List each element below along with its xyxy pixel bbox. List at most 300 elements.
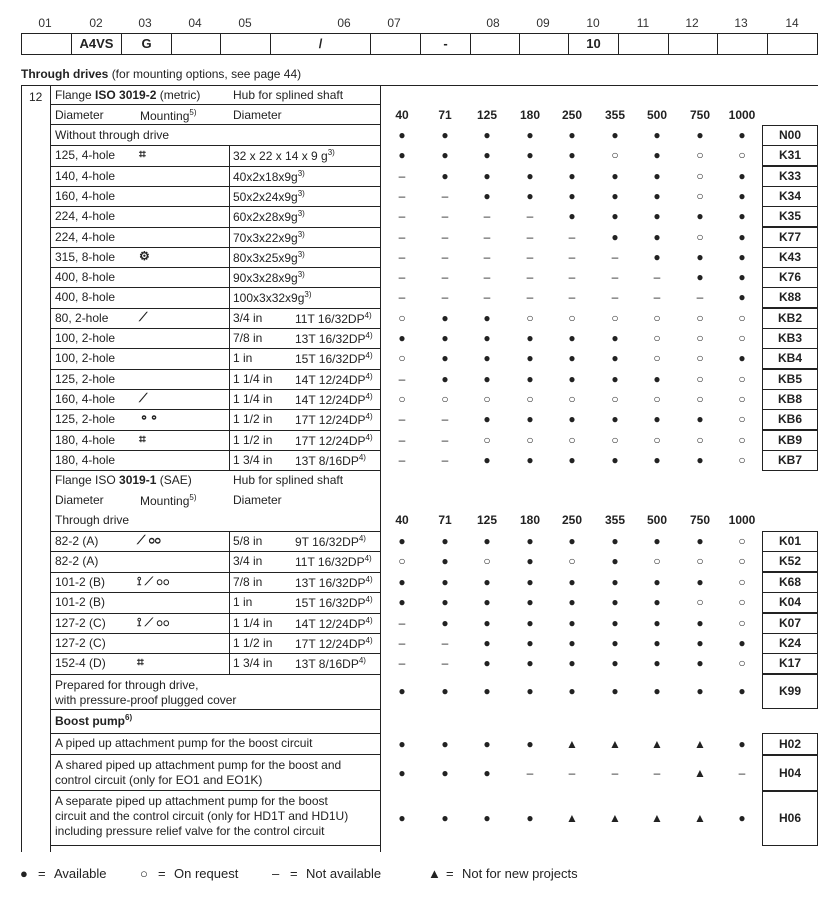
row-diameter: 80, 2-hole bbox=[55, 311, 109, 325]
availability-symbol: – bbox=[398, 189, 406, 203]
availability-symbol: – bbox=[568, 230, 576, 244]
availability-symbol: ● bbox=[696, 534, 704, 548]
availability-symbol: ● bbox=[526, 575, 534, 589]
legend-text: Available bbox=[54, 866, 107, 881]
row-divider bbox=[50, 470, 380, 471]
availability-symbol: – bbox=[441, 209, 449, 223]
size-column-header: 500 bbox=[646, 513, 668, 527]
row-hub-spline: 9T 16/32DP$^{4)}$ bbox=[295, 534, 366, 549]
ordering-code: KB6 bbox=[777, 412, 802, 426]
row-diameter: 127-2 (C) bbox=[55, 636, 106, 650]
row-diameter: 180, 4-hole bbox=[55, 433, 116, 447]
availability-symbol: ● bbox=[611, 453, 619, 467]
availability-symbol: ● bbox=[611, 534, 619, 548]
availability-symbol: – bbox=[441, 270, 449, 284]
ordering-code: K88 bbox=[778, 290, 801, 304]
boost-row-text: A separate piped up attachment pump for the boost bbox=[55, 794, 328, 808]
availability-symbol: ● bbox=[483, 575, 491, 589]
section-title: Through drives (for mounting options, see page 44) bbox=[21, 67, 302, 81]
row-divider bbox=[50, 613, 380, 614]
availability-symbol: ● bbox=[441, 554, 449, 568]
row-divider bbox=[50, 145, 380, 146]
availability-symbol: ● bbox=[568, 372, 576, 386]
order-code-box bbox=[767, 33, 818, 55]
hub-diameter-heading: Diameter bbox=[233, 108, 282, 122]
availability-symbol: ● bbox=[696, 575, 704, 589]
availability-symbol: ○ bbox=[738, 595, 746, 609]
row-diameter: 101-2 (B) bbox=[55, 575, 106, 589]
availability-symbol: – bbox=[441, 453, 449, 467]
availability-symbol: – bbox=[398, 616, 406, 630]
availability-symbol: ● bbox=[611, 636, 619, 650]
legend-equals: = bbox=[158, 866, 166, 881]
availability-symbol: ● bbox=[611, 412, 619, 426]
availability-symbol: ● bbox=[653, 230, 661, 244]
availability-symbol: ● bbox=[568, 331, 576, 345]
flange-suffix: (SAE) bbox=[156, 473, 192, 487]
row-hub-spline: 13T 8/16DP$^{4)}$ bbox=[295, 656, 366, 671]
availability-symbol: ○ bbox=[568, 311, 576, 325]
availability-symbol: ○ bbox=[568, 433, 576, 447]
legend-text: On request bbox=[174, 866, 239, 881]
availability-symbol: – bbox=[526, 230, 534, 244]
row-diameter: 160, 4-hole bbox=[55, 392, 116, 406]
hub-diameter-heading: Diameter bbox=[233, 493, 282, 507]
column-divider bbox=[229, 389, 230, 409]
availability-symbol: ○ bbox=[653, 554, 661, 568]
row-number: 12 bbox=[29, 90, 43, 104]
availability-symbol: ● bbox=[611, 575, 619, 589]
availability-symbol: ● bbox=[526, 636, 534, 650]
hub-footnote: 4) bbox=[358, 453, 366, 462]
availability-symbol: ● bbox=[441, 534, 449, 548]
ordering-code: K04 bbox=[778, 595, 801, 609]
order-position-number: 11 bbox=[636, 16, 650, 30]
availability-symbol: ● bbox=[738, 230, 746, 244]
row-hub: $50x2x24x9g^{3)}$ bbox=[233, 189, 305, 204]
availability-symbol: ● bbox=[398, 128, 406, 142]
order-position-number: 10 bbox=[586, 16, 600, 30]
column-divider bbox=[229, 613, 230, 633]
row-divider bbox=[50, 653, 380, 654]
availability-symbol: ○ bbox=[611, 148, 619, 162]
availability-symbol: ○ bbox=[696, 372, 704, 386]
availability-symbol: – bbox=[611, 290, 619, 304]
availability-symbol: ● bbox=[483, 595, 491, 609]
row-hub: 1 1/2 in bbox=[233, 433, 273, 447]
order-position-number: 02 bbox=[89, 16, 103, 30]
availability-symbol: ● bbox=[611, 554, 619, 568]
availability-symbol: ○ bbox=[738, 656, 746, 670]
availability-symbol: ○ bbox=[696, 148, 704, 162]
row-hub: $40x2x18x9g^{3)}$ bbox=[233, 169, 305, 184]
row-divider bbox=[50, 754, 380, 755]
availability-symbol: – bbox=[611, 270, 619, 284]
size-column-header: 1000 bbox=[728, 513, 756, 527]
row-diameter: 152-4 (D) bbox=[55, 656, 106, 670]
sae-flange-heading bbox=[55, 473, 192, 487]
hub-footnote: 4) bbox=[365, 616, 373, 625]
ordering-code: K31 bbox=[778, 148, 801, 162]
availability-symbol: ● bbox=[526, 554, 534, 568]
availability-symbol: ● bbox=[483, 616, 491, 630]
hub-footnote: 4) bbox=[364, 554, 372, 563]
availability-symbol: ● bbox=[398, 684, 406, 698]
availability-symbol: ● bbox=[483, 684, 491, 698]
row-hub-spline: 17T 12/24DP$^{4)}$ bbox=[295, 412, 373, 427]
size-column-header: 71 bbox=[438, 108, 452, 122]
row-hub: 1 in bbox=[233, 351, 253, 365]
availability-symbol: ● bbox=[526, 372, 534, 386]
availability-symbol: ● bbox=[653, 453, 661, 467]
availability-symbol: – bbox=[483, 270, 491, 284]
legend-equals: = bbox=[446, 866, 454, 881]
availability-symbol: ● bbox=[398, 811, 406, 825]
row-hub: 1 1/4 in bbox=[233, 616, 273, 630]
availability-symbol: ● bbox=[526, 148, 534, 162]
ordering-code: N00 bbox=[778, 128, 801, 142]
availability-symbol: ● bbox=[611, 189, 619, 203]
availability-symbol: ○ bbox=[696, 554, 704, 568]
hub-footnote: 3) bbox=[297, 189, 305, 198]
availability-symbol: – bbox=[526, 766, 534, 780]
order-position-number: 03 bbox=[138, 16, 152, 30]
availability-symbol: ● bbox=[611, 684, 619, 698]
legend-symbol: – bbox=[272, 866, 280, 881]
row-divider bbox=[50, 592, 380, 593]
ordering-code: K77 bbox=[778, 230, 801, 244]
availability-symbol: ● bbox=[653, 636, 661, 650]
order-code-box bbox=[220, 33, 271, 55]
ordering-code: KB2 bbox=[777, 311, 802, 325]
ordering-code: KB7 bbox=[777, 453, 802, 467]
boost-row-text: A shared piped up attachment pump for the boost and bbox=[55, 758, 342, 772]
column-divider bbox=[229, 328, 230, 348]
availability-symbol: ● bbox=[483, 128, 491, 142]
row-hub: 1 3/4 in bbox=[233, 453, 273, 467]
availability-symbol: ○ bbox=[738, 575, 746, 589]
column-divider bbox=[229, 186, 230, 206]
row-divider bbox=[50, 308, 380, 309]
mounting-footnote: 5) bbox=[189, 493, 197, 502]
column-divider bbox=[229, 430, 230, 450]
availability-symbol: ● bbox=[738, 684, 746, 698]
availability-symbol: ● bbox=[398, 766, 406, 780]
availability-symbol: ● bbox=[611, 595, 619, 609]
availability-symbol: ○ bbox=[441, 392, 449, 406]
availability-symbol: ● bbox=[441, 331, 449, 345]
availability-symbol: – bbox=[483, 250, 491, 264]
availability-symbol: ○ bbox=[398, 311, 406, 325]
availability-symbol: – bbox=[441, 412, 449, 426]
availability-symbol: ● bbox=[738, 290, 746, 304]
hub-footnote: 3) bbox=[297, 250, 305, 259]
ordering-code: K33 bbox=[778, 169, 801, 183]
availability-symbol: ○ bbox=[526, 392, 534, 406]
availability-symbol: ● bbox=[611, 169, 619, 183]
availability-symbol: ○ bbox=[696, 311, 704, 325]
ordering-code: K24 bbox=[778, 636, 801, 650]
size-column-header: 250 bbox=[561, 513, 583, 527]
size-column-header: 250 bbox=[561, 108, 583, 122]
order-code-box bbox=[717, 33, 768, 55]
ordering-code: K07 bbox=[778, 616, 801, 630]
availability-symbol: ○ bbox=[696, 230, 704, 244]
availability-symbol: ● bbox=[611, 372, 619, 386]
row-divider bbox=[50, 389, 380, 390]
availability-symbol: ● bbox=[526, 453, 534, 467]
availability-symbol: – bbox=[653, 270, 661, 284]
availability-symbol: ○ bbox=[398, 351, 406, 365]
column-divider bbox=[229, 572, 230, 592]
order-position-number: 06 bbox=[337, 16, 351, 30]
availability-symbol: – bbox=[398, 290, 406, 304]
column-divider bbox=[380, 85, 381, 852]
availability-symbol: ○ bbox=[696, 392, 704, 406]
availability-symbol: ● bbox=[483, 453, 491, 467]
legend-equals: = bbox=[38, 866, 46, 881]
flange-standard: 3019-1 bbox=[119, 473, 157, 487]
availability-symbol: ○ bbox=[738, 331, 746, 345]
boost-footnote: 6) bbox=[125, 713, 133, 722]
order-code-box bbox=[470, 33, 520, 55]
availability-symbol: – bbox=[398, 209, 406, 223]
availability-symbol: ● bbox=[483, 737, 491, 751]
availability-symbol: ● bbox=[653, 128, 661, 142]
column-divider bbox=[229, 409, 230, 430]
availability-symbol: ● bbox=[738, 209, 746, 223]
availability-symbol: ● bbox=[441, 148, 449, 162]
row-divider bbox=[50, 409, 380, 410]
column-divider bbox=[229, 206, 230, 227]
prepared-line2: with pressure-proof plugged cover bbox=[55, 693, 237, 707]
metric-flange-heading bbox=[55, 88, 200, 102]
availability-symbol: ● bbox=[653, 209, 661, 223]
row-hub: 1 1/4 in bbox=[233, 372, 273, 386]
row-diameter: 100, 2-hole bbox=[55, 331, 116, 345]
flange-suffix: (metric) bbox=[156, 88, 201, 102]
availability-symbol: ○ bbox=[696, 595, 704, 609]
hub-footnote: 4) bbox=[365, 351, 373, 360]
row-divider bbox=[50, 328, 380, 329]
column-divider bbox=[229, 369, 230, 389]
availability-symbol: ● bbox=[568, 128, 576, 142]
ordering-code: H06 bbox=[778, 811, 801, 825]
row-hub: $70x3x22x9g^{3)}$ bbox=[233, 230, 305, 245]
availability-symbol: ● bbox=[653, 616, 661, 630]
availability-symbol: ● bbox=[441, 737, 449, 751]
availability-symbol: ● bbox=[696, 128, 704, 142]
ordering-code: KB9 bbox=[777, 433, 802, 447]
ordering-code: KB4 bbox=[777, 351, 802, 365]
availability-symbol: ● bbox=[526, 656, 534, 670]
availability-symbol: ○ bbox=[398, 392, 406, 406]
availability-symbol: – bbox=[398, 230, 406, 244]
mounting-icon: ⟋ bbox=[139, 310, 148, 324]
availability-symbol: ● bbox=[568, 575, 576, 589]
ordering-code: K01 bbox=[778, 534, 801, 548]
availability-symbol: ○ bbox=[653, 433, 661, 447]
order-code-box: - bbox=[420, 33, 471, 55]
mounting-icon: ⟋ bbox=[139, 391, 148, 405]
mounting-icon: ⌗ bbox=[139, 432, 146, 446]
hub-footnote: 4) bbox=[365, 331, 373, 340]
legend-symbol: ○ bbox=[140, 866, 148, 881]
prepared-line1: Prepared for through drive, bbox=[55, 678, 199, 692]
availability-symbol: ○ bbox=[738, 616, 746, 630]
row-diameter: 82-2 (A) bbox=[55, 554, 99, 568]
size-column-header: 71 bbox=[438, 513, 452, 527]
boost-row-text: A piped up attachment pump for the boost circuit bbox=[55, 736, 313, 750]
order-code-box: G bbox=[121, 33, 172, 55]
hub-footnote: 4) bbox=[365, 575, 373, 584]
order-code-box: A4VS bbox=[71, 33, 122, 55]
availability-symbol: ● bbox=[441, 616, 449, 630]
column-divider bbox=[229, 287, 230, 308]
availability-symbol: ● bbox=[398, 595, 406, 609]
hub-footnote: 4) bbox=[365, 433, 373, 442]
availability-symbol: ● bbox=[738, 250, 746, 264]
availability-symbol: ○ bbox=[738, 372, 746, 386]
row-hub-spline: 15T 16/32DP$^{4)}$ bbox=[295, 351, 373, 366]
availability-symbol: ● bbox=[738, 811, 746, 825]
size-column-header: 40 bbox=[395, 513, 409, 527]
availability-symbol: ● bbox=[738, 737, 746, 751]
mounting-icon: ⟋ ⚬⚬ bbox=[137, 533, 161, 547]
order-position-number: 14 bbox=[785, 16, 799, 30]
availability-symbol: ○ bbox=[483, 392, 491, 406]
availability-symbol: ● bbox=[653, 595, 661, 609]
availability-symbol: ▲ bbox=[651, 737, 663, 751]
row-hub-spline: 11T 16/32DP$^{4)}$ bbox=[295, 554, 372, 569]
availability-symbol: ● bbox=[526, 684, 534, 698]
availability-symbol: ○ bbox=[738, 433, 746, 447]
size-column-header: 750 bbox=[689, 108, 711, 122]
availability-symbol: – bbox=[653, 766, 661, 780]
availability-symbol: – bbox=[441, 189, 449, 203]
availability-symbol: – bbox=[611, 250, 619, 264]
availability-symbol: ○ bbox=[526, 433, 534, 447]
row-hub: 1 1/4 in bbox=[233, 392, 273, 406]
boost-row-text: including pressure relief valve for the control circuit bbox=[55, 824, 325, 838]
availability-symbol: – bbox=[398, 453, 406, 467]
row-hub: $80x3x25x9g^{3)}$ bbox=[233, 250, 305, 265]
hub-footnote: 3) bbox=[297, 230, 305, 239]
ordering-code: K17 bbox=[778, 656, 801, 670]
through-drive-heading: Through drive bbox=[55, 513, 130, 527]
availability-symbol: ▲ bbox=[694, 766, 706, 780]
order-code-box: / bbox=[270, 33, 371, 55]
availability-symbol: – bbox=[696, 290, 704, 304]
availability-symbol: ○ bbox=[653, 311, 661, 325]
availability-symbol: ● bbox=[653, 372, 661, 386]
availability-symbol: ● bbox=[568, 656, 576, 670]
availability-symbol: ● bbox=[568, 616, 576, 630]
availability-symbol: – bbox=[398, 412, 406, 426]
availability-symbol: ○ bbox=[398, 554, 406, 568]
flange-prefix: Flange ISO bbox=[55, 473, 120, 487]
row-diameter: 400, 8-hole bbox=[55, 290, 116, 304]
availability-symbol: ● bbox=[526, 811, 534, 825]
diameter-heading: Diameter bbox=[55, 493, 104, 507]
availability-symbol: ● bbox=[483, 656, 491, 670]
availability-symbol: ○ bbox=[483, 433, 491, 447]
availability-symbol: ● bbox=[483, 148, 491, 162]
row-divider bbox=[50, 227, 380, 228]
availability-symbol: ● bbox=[696, 209, 704, 223]
availability-symbol: ● bbox=[441, 311, 449, 325]
availability-symbol: ● bbox=[526, 169, 534, 183]
hub-footnote: 4) bbox=[365, 636, 373, 645]
availability-symbol: ● bbox=[696, 453, 704, 467]
hub-footnote: 4) bbox=[365, 412, 373, 421]
row-diameter: 140, 4-hole bbox=[55, 169, 116, 183]
size-column-header: 180 bbox=[519, 108, 541, 122]
availability-symbol: ● bbox=[441, 595, 449, 609]
size-column-header: 125 bbox=[476, 513, 498, 527]
order-position-number: 05 bbox=[238, 16, 252, 30]
availability-symbol: ● bbox=[441, 684, 449, 698]
availability-symbol: ● bbox=[441, 811, 449, 825]
availability-symbol: ● bbox=[738, 169, 746, 183]
column-divider bbox=[229, 145, 230, 166]
hub-footnote: 3) bbox=[297, 270, 305, 279]
availability-symbol: ● bbox=[738, 189, 746, 203]
availability-symbol: – bbox=[568, 290, 576, 304]
availability-symbol: ● bbox=[441, 372, 449, 386]
availability-symbol: – bbox=[441, 636, 449, 650]
availability-symbol: – bbox=[398, 250, 406, 264]
availability-symbol: ▲ bbox=[566, 811, 578, 825]
availability-symbol: ● bbox=[696, 412, 704, 426]
row-hub-spline: 14T 12/24DP$^{4)}$ bbox=[295, 372, 373, 387]
availability-symbol: ● bbox=[526, 412, 534, 426]
availability-symbol: ○ bbox=[653, 331, 661, 345]
row-hub-spline: 13T 8/16DP$^{4)}$ bbox=[295, 453, 366, 468]
availability-symbol: ○ bbox=[738, 148, 746, 162]
row-diameter: 100, 2-hole bbox=[55, 351, 116, 365]
size-column-header: 355 bbox=[604, 108, 626, 122]
availability-symbol: – bbox=[441, 250, 449, 264]
availability-symbol: ● bbox=[653, 412, 661, 426]
ordering-code: K34 bbox=[778, 189, 801, 203]
row-hub: 1 1/2 in bbox=[233, 412, 273, 426]
availability-symbol: ● bbox=[398, 575, 406, 589]
row-hub: 1 in bbox=[233, 595, 253, 609]
ordering-code: K99 bbox=[778, 684, 801, 698]
row-divider bbox=[50, 633, 380, 634]
availability-symbol: ● bbox=[483, 811, 491, 825]
row-hub: 1 1/2 in bbox=[233, 636, 273, 650]
mounting-icon: ⌗ bbox=[139, 147, 146, 161]
legend-text: Not available bbox=[306, 866, 382, 881]
availability-symbol: ● bbox=[568, 412, 576, 426]
hub-footnote: 3) bbox=[297, 169, 305, 178]
column-divider bbox=[229, 450, 230, 470]
availability-symbol: ● bbox=[483, 351, 491, 365]
row-divider bbox=[50, 709, 380, 710]
availability-symbol: ▲ bbox=[566, 737, 578, 751]
availability-symbol: – bbox=[738, 766, 746, 780]
column-divider bbox=[229, 247, 230, 267]
row-hub-spline: 13T 16/32DP$^{4)}$ bbox=[295, 331, 373, 346]
availability-symbol: ● bbox=[483, 189, 491, 203]
size-column-header: 500 bbox=[646, 108, 668, 122]
diameter-heading: Diameter bbox=[55, 108, 104, 122]
hub-footnote: 4) bbox=[365, 372, 373, 381]
row-hub: $60x2x28x9g^{3)}$ bbox=[233, 209, 305, 224]
row-divider bbox=[50, 733, 380, 734]
